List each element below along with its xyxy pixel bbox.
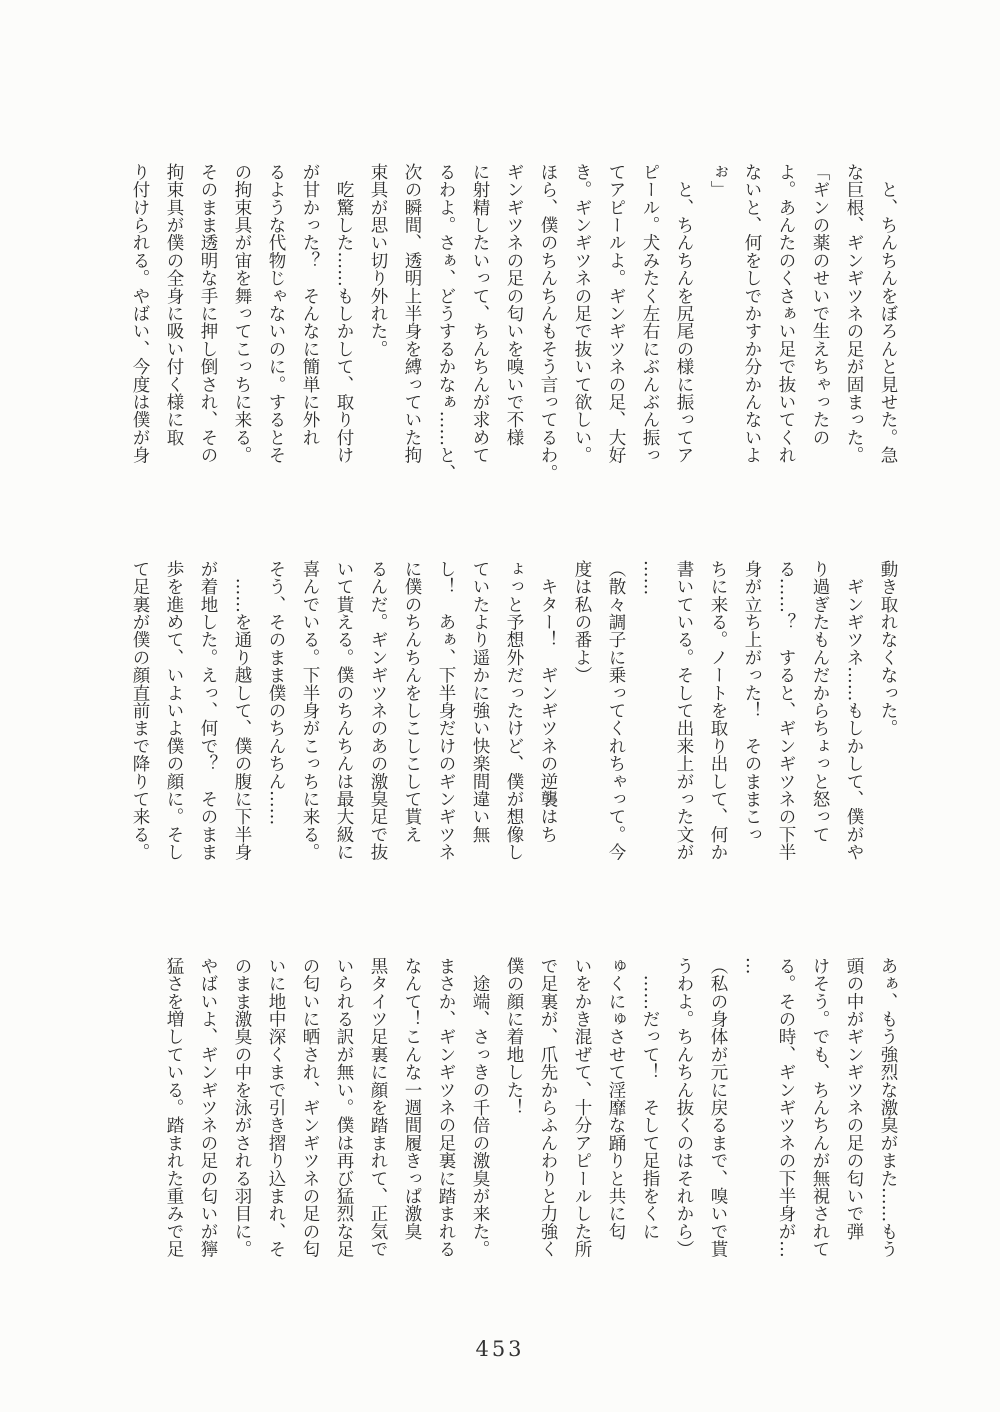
text-column: ……だって！ そして足指をくに — [640, 957, 660, 1241]
text-column: 途端、さっきの千倍の激臭が来た。 — [470, 957, 490, 1258]
text-column: 動き取れなくなった。 — [878, 560, 898, 737]
text-column: まさか、ギンギツネの足裏に踏まれる — [436, 957, 456, 1258]
text-column: そう、そのまま僕のちんちん…… — [266, 560, 286, 826]
text-column: 歩を進めて、いよいよ僕の顔に。そし — [164, 560, 184, 861]
text-column: 頭の中がギンギツネの足の匂いで弾 — [844, 957, 864, 1241]
text-column: （散々調子に乗ってくれちゃって。今 — [606, 560, 626, 861]
text-column: に僕のちんちんをしこしこして貰え — [402, 560, 422, 844]
text-column: けそう。でも、ちんちんが無視されて — [810, 957, 830, 1258]
text-column: ほら、僕のちんちんもそう言ってるわ。 — [538, 163, 558, 482]
text-column: 身が立ち上がった！ そのままこっ — [742, 560, 762, 844]
text-block-top — [123, 163, 905, 482]
text-column: いをかき混ぜて、十分アピールした所 — [572, 957, 592, 1258]
text-block-bottom — [157, 957, 905, 1263]
text-column: あぁ、もう強烈な激臭がまた……もう — [878, 957, 898, 1258]
text-column: の拘束具が宙を舞ってこっちに来る。 — [232, 163, 252, 464]
text-column: ……を通り越して、僕の腹に下半身 — [232, 560, 252, 861]
text-column: …… — [640, 560, 660, 596]
text-column: ょっと予想外だったけど、僕が想像し — [504, 560, 524, 861]
text-column: ていたより遥かに強い快楽間違い無 — [470, 560, 490, 844]
text-column: き。ギンギツネの足で抜いて欲しい。 — [572, 163, 592, 464]
text-column: いて貰える。僕のちんちんは最大級に — [334, 560, 354, 861]
text-column: り過ぎたもんだからちょっと怒って — [810, 560, 830, 844]
text-column: 黒タイツ足裏に顔を踏まれて、正気で — [368, 957, 388, 1258]
text-block-middle — [123, 560, 905, 866]
text-column: いに地中深くまで引き摺り込まれ、そ — [266, 957, 286, 1258]
text-column: 次の瞬間、透明上半身を縛っていた拘 — [402, 163, 422, 464]
text-column: と、ちんちんを尻尾の様に振ってア — [674, 163, 694, 464]
text-column: よ。あんたのくさぁい足で抜いてくれ — [776, 163, 796, 464]
text-column: ないと、何をしでかすか分かんないよ — [742, 163, 762, 464]
text-column: な巨根、ギンギツネの足が固まった。 — [844, 163, 864, 464]
text-column: るんだ。ギンギツネのあの激臭足で抜 — [368, 560, 388, 861]
text-column: り付けられる。やばい、今度は僕が身 — [130, 163, 150, 464]
text-column: 猛さを増している。踏まれた重みで足 — [164, 957, 184, 1258]
text-column: 僕の顔に着地した！ — [504, 957, 524, 1117]
text-column: 束具が思い切り外れた。 — [368, 163, 388, 358]
text-column: ピール。犬みたく左右にぶんぶん振っ — [640, 163, 660, 464]
text-column: るわよ。さぁ、どうするかなぁ……と、 — [436, 163, 456, 482]
text-column: 吃驚した……もしかして、取り付け — [334, 163, 354, 464]
text-column: いられる訳が無い。僕は再び猛烈な足 — [334, 957, 354, 1258]
text-column: の匂いに晒され、ギンギツネの足の匂 — [300, 957, 320, 1258]
text-column: 「ギンの薬のせいで生えちゃったの — [810, 163, 830, 447]
text-column: で足裏が、爪先からふんわりと力強く — [538, 957, 558, 1258]
page-number: 453 — [475, 1337, 525, 1361]
text-column: が着地した。えっ、何で？ そのまま — [198, 560, 218, 861]
text-column: るような代物じゃないのに。するとそ — [266, 163, 286, 464]
text-column: 拘束具が僕の全身に吸い付く様に取 — [164, 163, 184, 447]
text-column: キター！ ギンギツネの逆襲はち — [538, 560, 558, 844]
text-column: し！ あぁ、下半身だけのギンギツネ — [436, 560, 456, 861]
text-column: のまま激臭の中を泳がされる羽目に。 — [232, 957, 252, 1258]
text-column: やばいよ、ギンギツネの足の匂いが獰 — [198, 957, 218, 1258]
text-column: と、ちんちんをぼろんと見せた。急 — [878, 163, 898, 464]
text-column: … — [742, 957, 762, 975]
text-column: て足裏が僕の顔直前まで降りて来る。 — [130, 560, 150, 861]
text-column: 喜んでいる。下半身がこっちに来る。 — [300, 560, 320, 861]
text-column: ギンギツネの足の匂いを嗅いで不様 — [504, 163, 524, 447]
text-column: うわよ。ちんちん抜くのはそれから） — [674, 957, 694, 1258]
text-column: に射精したいって、ちんちんが求めて — [470, 163, 490, 464]
text-column: （私の身体が元に戻るまで、嗅いで貰 — [708, 957, 728, 1258]
text-column: 書いている。そして出来上がった文が — [674, 560, 694, 861]
text-column: ちに来る。ノートを取り出して、何か — [708, 560, 728, 861]
text-column: そのまま透明な手に押し倒され、その — [198, 163, 218, 464]
text-column: ゅくにゅさせて淫靡な踊りと共に匂 — [606, 957, 626, 1241]
text-column: なんて！こんな一週間履きっぱ激臭 — [402, 957, 422, 1241]
text-column: る……？ すると、ギンギツネの下半 — [776, 560, 796, 861]
text-column: ぉ」 — [708, 163, 728, 199]
text-column: てアピールよ。ギンギツネの足、大好 — [606, 163, 626, 464]
text-column: 度は私の番よ） — [572, 560, 592, 684]
text-column: ギンギツネ……もしかして、僕がや — [844, 560, 864, 861]
text-column: る。その時、ギンギツネの下半身が… — [776, 957, 796, 1258]
text-column: が甘かった？ そんなに簡単に外れ — [300, 163, 320, 447]
